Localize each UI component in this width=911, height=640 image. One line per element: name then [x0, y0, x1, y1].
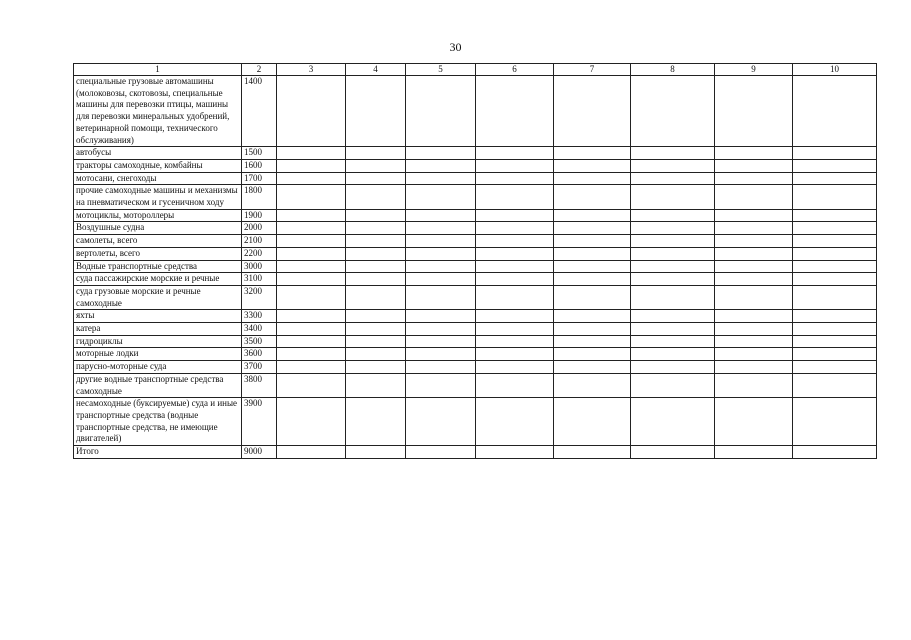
column-header: 10 — [793, 64, 877, 76]
empty-value-cell — [631, 285, 715, 309]
header-row — [74, 64, 877, 76]
empty-value-cell — [406, 247, 476, 260]
empty-value-cell — [631, 361, 715, 374]
empty-value-cell — [277, 76, 346, 147]
empty-value-cell — [346, 446, 406, 459]
empty-value-cell — [346, 398, 406, 446]
empty-value-cell — [554, 446, 631, 459]
empty-value-cell — [277, 247, 346, 260]
empty-value-cell — [346, 273, 406, 286]
column-header: 4 — [346, 64, 406, 76]
table-row — [74, 323, 877, 336]
row-name-cell: самолеты, всего — [74, 235, 242, 248]
row-code-cell: 3700 — [242, 361, 277, 374]
empty-value-cell — [631, 310, 715, 323]
row-name-cell: мотоциклы, мотороллеры — [74, 209, 242, 222]
table-row — [74, 335, 877, 348]
empty-value-cell — [793, 335, 877, 348]
column-header: 3 — [277, 64, 346, 76]
empty-value-cell — [476, 147, 554, 160]
empty-value-cell — [476, 285, 554, 309]
row-code-cell: 3300 — [242, 310, 277, 323]
row-name-cell: гидроциклы — [74, 335, 242, 348]
empty-value-cell — [715, 235, 793, 248]
table-row — [74, 76, 877, 147]
table-row — [74, 209, 877, 222]
empty-value-cell — [346, 323, 406, 336]
empty-value-cell — [554, 323, 631, 336]
empty-value-cell — [277, 159, 346, 172]
empty-value-cell — [554, 185, 631, 209]
empty-value-cell — [554, 235, 631, 248]
empty-value-cell — [277, 446, 346, 459]
empty-value-cell — [476, 398, 554, 446]
empty-value-cell — [277, 348, 346, 361]
table-row — [74, 260, 877, 273]
empty-value-cell — [554, 172, 631, 185]
page-number: 30 — [449, 40, 462, 54]
row-code-cell: 1400 — [242, 76, 277, 147]
empty-value-cell — [346, 373, 406, 397]
empty-value-cell — [554, 247, 631, 260]
empty-value-cell — [715, 285, 793, 309]
row-code-cell: 2000 — [242, 222, 277, 235]
empty-value-cell — [793, 310, 877, 323]
row-name-cell: яхты — [74, 310, 242, 323]
empty-value-cell — [715, 222, 793, 235]
column-header: 6 — [476, 64, 554, 76]
empty-value-cell — [631, 446, 715, 459]
row-name-cell: Водные транспортные средства — [74, 260, 242, 273]
empty-value-cell — [476, 76, 554, 147]
row-code-cell: 1800 — [242, 185, 277, 209]
empty-value-cell — [406, 260, 476, 273]
empty-value-cell — [476, 185, 554, 209]
empty-value-cell — [793, 76, 877, 147]
column-header: 1 — [74, 64, 242, 76]
empty-value-cell — [277, 185, 346, 209]
table-row — [74, 398, 877, 446]
empty-value-cell — [406, 310, 476, 323]
empty-value-cell — [793, 235, 877, 248]
row-name-cell: специальные грузовые автомашины (молоковозы, скотовозы, специальные машины для перевозки птицы, машины для перевозки минеральных удобрений, ветеринарной помощи, технического обслуживания) — [74, 76, 242, 147]
empty-value-cell — [793, 159, 877, 172]
table-row — [74, 361, 877, 374]
empty-value-cell — [476, 222, 554, 235]
row-code-cell: 3100 — [242, 273, 277, 286]
empty-value-cell — [277, 273, 346, 286]
empty-value-cell — [554, 361, 631, 374]
empty-value-cell — [793, 361, 877, 374]
empty-value-cell — [406, 273, 476, 286]
empty-value-cell — [793, 147, 877, 160]
row-name-cell: катера — [74, 323, 242, 336]
empty-value-cell — [793, 222, 877, 235]
row-name-cell: вертолеты, всего — [74, 247, 242, 260]
row-code-cell: 3400 — [242, 323, 277, 336]
empty-value-cell — [476, 310, 554, 323]
empty-value-cell — [554, 260, 631, 273]
row-code-cell: 1500 — [242, 147, 277, 160]
empty-value-cell — [406, 285, 476, 309]
empty-value-cell — [406, 323, 476, 336]
empty-value-cell — [631, 323, 715, 336]
empty-value-cell — [715, 446, 793, 459]
empty-value-cell — [554, 273, 631, 286]
empty-value-cell — [715, 147, 793, 160]
empty-value-cell — [406, 185, 476, 209]
empty-value-cell — [346, 185, 406, 209]
empty-value-cell — [476, 273, 554, 286]
empty-value-cell — [554, 76, 631, 147]
empty-value-cell — [406, 361, 476, 374]
row-code-cell: 2200 — [242, 247, 277, 260]
empty-value-cell — [277, 361, 346, 374]
empty-value-cell — [346, 310, 406, 323]
empty-value-cell — [631, 273, 715, 286]
empty-value-cell — [793, 323, 877, 336]
empty-value-cell — [554, 285, 631, 309]
table-row — [74, 373, 877, 397]
table-row — [74, 222, 877, 235]
empty-value-cell — [715, 247, 793, 260]
empty-value-cell — [631, 247, 715, 260]
table-row — [74, 159, 877, 172]
row-name-cell: моторные лодки — [74, 348, 242, 361]
row-code-cell: 3200 — [242, 285, 277, 309]
empty-value-cell — [631, 222, 715, 235]
empty-value-cell — [554, 222, 631, 235]
empty-value-cell — [554, 310, 631, 323]
column-header: 5 — [406, 64, 476, 76]
empty-value-cell — [476, 335, 554, 348]
empty-value-cell — [346, 335, 406, 348]
empty-value-cell — [715, 335, 793, 348]
empty-value-cell — [631, 348, 715, 361]
row-name-cell: другие водные транспортные средства самоходные — [74, 373, 242, 397]
empty-value-cell — [346, 159, 406, 172]
empty-value-cell — [715, 260, 793, 273]
empty-value-cell — [476, 446, 554, 459]
empty-value-cell — [715, 159, 793, 172]
empty-value-cell — [476, 323, 554, 336]
empty-value-cell — [406, 76, 476, 147]
empty-value-cell — [793, 185, 877, 209]
empty-value-cell — [277, 222, 346, 235]
row-name-cell: тракторы самоходные, комбайны — [74, 159, 242, 172]
empty-value-cell — [554, 373, 631, 397]
vehicle-report-table — [73, 63, 877, 459]
table-row — [74, 273, 877, 286]
empty-value-cell — [277, 147, 346, 160]
empty-value-cell — [346, 247, 406, 260]
empty-value-cell — [793, 260, 877, 273]
empty-value-cell — [715, 348, 793, 361]
empty-value-cell — [476, 247, 554, 260]
empty-value-cell — [346, 235, 406, 248]
empty-value-cell — [406, 335, 476, 348]
row-code-cell: 9000 — [242, 446, 277, 459]
empty-value-cell — [277, 260, 346, 273]
column-header: 8 — [631, 64, 715, 76]
row-name-cell: прочие самоходные машины и механизмы на пневматическом и гусеничном ходу — [74, 185, 242, 209]
empty-value-cell — [631, 335, 715, 348]
empty-value-cell — [346, 222, 406, 235]
column-header: 9 — [715, 64, 793, 76]
empty-value-cell — [476, 235, 554, 248]
empty-value-cell — [277, 310, 346, 323]
table-row — [74, 235, 877, 248]
table-row — [74, 310, 877, 323]
empty-value-cell — [554, 159, 631, 172]
table-body — [74, 76, 877, 459]
table-row — [74, 247, 877, 260]
empty-value-cell — [715, 76, 793, 147]
empty-value-cell — [715, 310, 793, 323]
empty-value-cell — [406, 446, 476, 459]
empty-value-cell — [277, 335, 346, 348]
row-code-cell: 3800 — [242, 373, 277, 397]
empty-value-cell — [715, 398, 793, 446]
empty-value-cell — [277, 172, 346, 185]
empty-value-cell — [631, 373, 715, 397]
row-name-cell: Итого — [74, 446, 242, 459]
empty-value-cell — [793, 446, 877, 459]
row-code-cell: 1600 — [242, 159, 277, 172]
empty-value-cell — [346, 361, 406, 374]
empty-value-cell — [406, 235, 476, 248]
empty-value-cell — [476, 348, 554, 361]
empty-value-cell — [631, 172, 715, 185]
empty-value-cell — [406, 159, 476, 172]
empty-value-cell — [793, 209, 877, 222]
table-row — [74, 285, 877, 309]
row-name-cell: суда пассажирские морские и речные — [74, 273, 242, 286]
empty-value-cell — [631, 147, 715, 160]
empty-value-cell — [554, 398, 631, 446]
row-code-cell: 1700 — [242, 172, 277, 185]
empty-value-cell — [631, 76, 715, 147]
row-name-cell: мотосани, снегоходы — [74, 172, 242, 185]
empty-value-cell — [406, 209, 476, 222]
empty-value-cell — [476, 260, 554, 273]
empty-value-cell — [277, 373, 346, 397]
empty-value-cell — [715, 323, 793, 336]
table-row — [74, 348, 877, 361]
empty-value-cell — [277, 209, 346, 222]
empty-value-cell — [476, 209, 554, 222]
row-name-cell: суда грузовые морские и речные самоходные — [74, 285, 242, 309]
empty-value-cell — [346, 172, 406, 185]
empty-value-cell — [715, 361, 793, 374]
empty-value-cell — [715, 185, 793, 209]
table-row — [74, 147, 877, 160]
row-code-cell: 3600 — [242, 348, 277, 361]
empty-value-cell — [715, 373, 793, 397]
empty-value-cell — [631, 235, 715, 248]
empty-value-cell — [793, 373, 877, 397]
empty-value-cell — [346, 285, 406, 309]
empty-value-cell — [715, 209, 793, 222]
column-header: 2 — [242, 64, 277, 76]
empty-value-cell — [793, 273, 877, 286]
empty-value-cell — [476, 373, 554, 397]
empty-value-cell — [715, 273, 793, 286]
empty-value-cell — [715, 172, 793, 185]
empty-value-cell — [406, 222, 476, 235]
empty-value-cell — [346, 209, 406, 222]
empty-value-cell — [631, 398, 715, 446]
table-row — [74, 185, 877, 209]
empty-value-cell — [554, 147, 631, 160]
row-name-cell: Воздушные судна — [74, 222, 242, 235]
empty-value-cell — [406, 398, 476, 446]
empty-value-cell — [406, 172, 476, 185]
row-code-cell: 3900 — [242, 398, 277, 446]
empty-value-cell — [406, 147, 476, 160]
row-name-cell: несамоходные (буксируемые) суда и иные транспортные средства (водные транспортные средства, не имеющие двигателей) — [74, 398, 242, 446]
empty-value-cell — [476, 172, 554, 185]
row-name-cell: автобусы — [74, 147, 242, 160]
empty-value-cell — [346, 348, 406, 361]
empty-value-cell — [346, 260, 406, 273]
row-name-cell: парусно-моторные суда — [74, 361, 242, 374]
empty-value-cell — [554, 209, 631, 222]
empty-value-cell — [554, 335, 631, 348]
empty-value-cell — [631, 159, 715, 172]
row-code-cell: 3000 — [242, 260, 277, 273]
empty-value-cell — [793, 285, 877, 309]
column-header: 7 — [554, 64, 631, 76]
table-row — [74, 172, 877, 185]
empty-value-cell — [277, 398, 346, 446]
empty-value-cell — [277, 323, 346, 336]
empty-value-cell — [476, 159, 554, 172]
row-code-cell: 3500 — [242, 335, 277, 348]
empty-value-cell — [631, 185, 715, 209]
empty-value-cell — [346, 76, 406, 147]
empty-value-cell — [793, 247, 877, 260]
empty-value-cell — [346, 147, 406, 160]
empty-value-cell — [406, 348, 476, 361]
empty-value-cell — [554, 348, 631, 361]
empty-value-cell — [793, 398, 877, 446]
empty-value-cell — [793, 172, 877, 185]
row-code-cell: 2100 — [242, 235, 277, 248]
table-row — [74, 446, 877, 459]
empty-value-cell — [277, 235, 346, 248]
empty-value-cell — [476, 361, 554, 374]
empty-value-cell — [631, 260, 715, 273]
empty-value-cell — [631, 209, 715, 222]
empty-value-cell — [406, 373, 476, 397]
empty-value-cell — [277, 285, 346, 309]
row-code-cell: 1900 — [242, 209, 277, 222]
empty-value-cell — [793, 348, 877, 361]
